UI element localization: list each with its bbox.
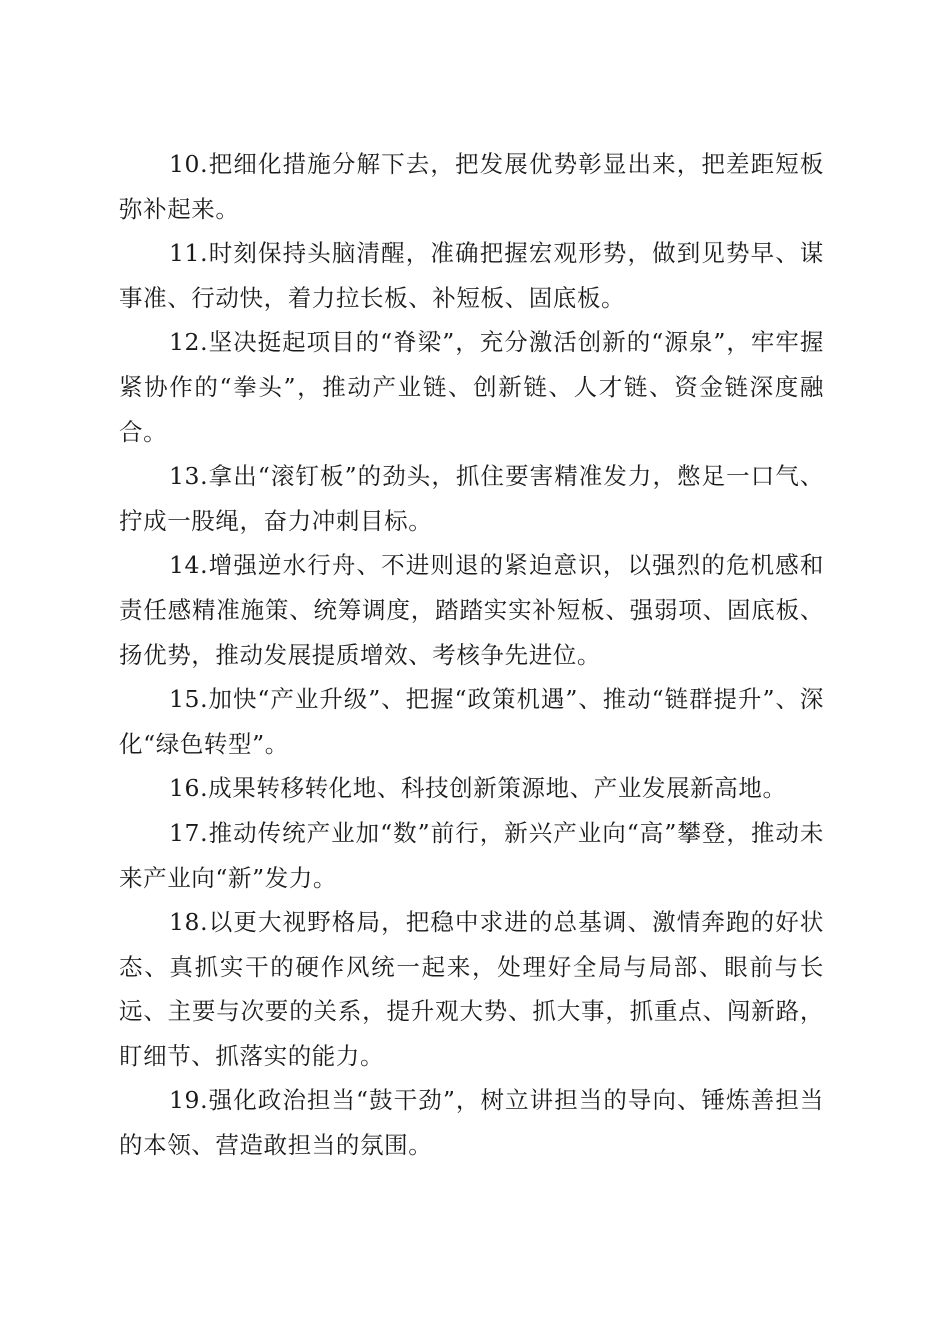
document-body [119,142,824,1168]
paragraph-13: 13.拿出“滚钉板”的劲头，抓住要害精准发力，憋足一口气、拧成一股绳，奋力冲刺目标。 [119,462,824,535]
paragraph-18: 18.以更大视野格局，把稳中求进的总基调、激情奔跑的好状态、真抓实干的硬作风统一起来，处理好全局与局部、眼前与长远、主要与次要的关系，提升观大势、抓大事，抓重点、闯新路，盯细节、抓落实的能力。 [119,908,824,1070]
paragraph-14: 14.增强逆水行舟、不进则退的紧迫意识，以强烈的危机感和责任感精准施策、统筹调度，踏踏实实补短板、强弱项、固底板、扬优势，推动发展提质增效、考核争先进位。 [119,551,824,669]
paragraph-19: 19.强化政治担当“鼓干劲”，树立讲担当的导向、锤炼善担当的本领、营造敢担当的氛围。 [119,1086,824,1160]
paragraph-10: 10.把细化措施分解下去，把发展优势彰显出来，把差距短板弥补起来。 [119,150,824,223]
paragraph-15: 15.加快“产业升级”、把握“政策机遇”、推动“链群提升”、深化“绿色转型”。 [119,685,824,758]
paragraph-16: 16.成果转移转化地、科技创新策源地、产业发展新高地。 [169,774,787,803]
paragraph-11: 11.时刻保持头脑清醒，准确把握宏观形势，做到见势早、谋事准、行动快，着力拉长板、补短板、固底板。 [119,239,824,312]
paragraph-12: 12.坚决挺起项目的“脊梁”，充分激活创新的“源泉”，牢牢握紧协作的“拳头”，推动产业链、创新链、人才链、资金链深度融合。 [119,328,824,446]
paragraph-17: 17.推动传统产业加“数”前行，新兴产业向“高”攀登，推动未来产业向“新”发力。 [119,818,824,892]
